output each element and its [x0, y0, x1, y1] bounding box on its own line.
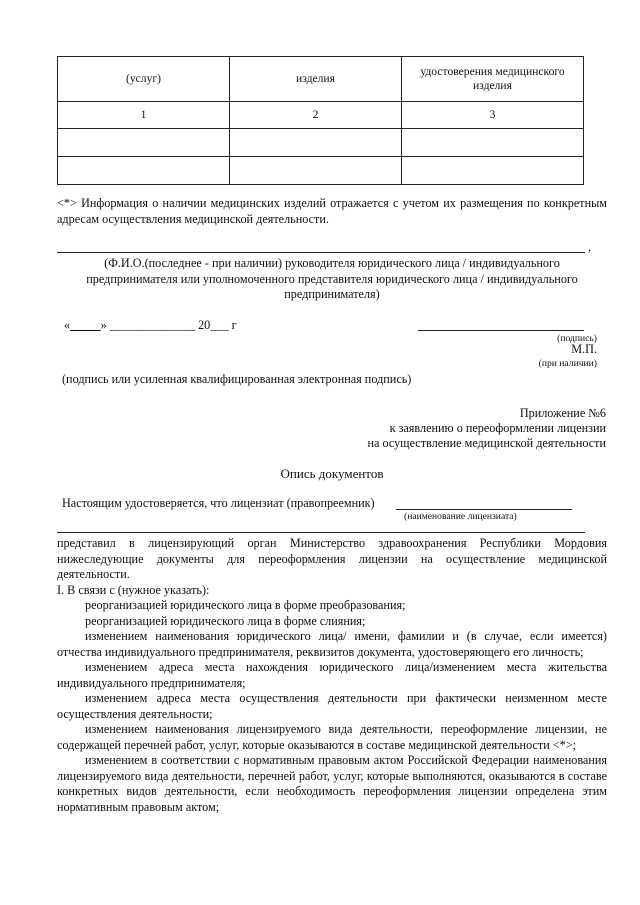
date-month-blank: ______________: [109, 318, 196, 332]
list-item: реорганизацией юридического лица в форме преобразования;: [85, 598, 406, 612]
list-item: реорганизацией юридического лица в форме слияния;: [85, 613, 366, 628]
table-empty-row: [58, 129, 584, 157]
table-cell: [230, 157, 402, 185]
date-close-quote: »: [100, 318, 107, 332]
footnote: <*> Информация о наличии медицинских изделий отражается с учетом их размещения по конкретным адресам осуществления медицинской деятельности.: [57, 196, 607, 226]
date-field: [64, 318, 237, 334]
table-number-cell: 1: [58, 102, 230, 129]
table-number-row: [58, 102, 584, 129]
list-item: изменением адреса места нахождения юридического лица/изменением места жительства индивидуального предпринимателя;: [57, 660, 607, 690]
document-title: Опись документов: [280, 466, 384, 481]
section-heading: I. В связи с (нужное указать):: [57, 582, 210, 597]
intro-paragraph: представил в лицензирующий орган Министерство здравоохранения Республики Мордовия нижеследующие документы для переоформления лицензии на осуществление медицинской деятельности.: [57, 536, 607, 581]
fio-line: [57, 252, 585, 253]
table-cell: [230, 129, 402, 157]
certify-text: Настоящим удостоверяется, что лицензиат (правопреемник): [62, 496, 375, 510]
date-year: 20: [198, 318, 211, 332]
table-header-cell: изделия: [230, 57, 402, 102]
date-year-suffix: г: [231, 318, 237, 332]
table-header-cell: удостоверения медицинского изделия: [402, 57, 584, 102]
fio-comma: ,: [588, 240, 592, 254]
list-item: изменением наименования юридического лица/ имени, фамилии и (в случае, если имеется) отчества индивидуального предпринимателя, реквизитов документа, удостоверяющего его личность;: [57, 629, 607, 659]
table-header-cell: (услуг): [58, 57, 230, 102]
list-item: изменением в соответствии с нормативным правовым актом Российской Федерации наименования лицензируемого вида деятельности, перечней работ, услуг, которые выполняются, оказываются в составе конкретных видов деятельности, если необходимость переоформления лицензии определена этим нормативным правовым актом;: [57, 753, 607, 814]
table-empty-row: [58, 157, 584, 185]
list-item: изменением адреса места осуществления деятельности при фактически неизменном месте осуществления деятельности;: [57, 691, 607, 721]
table-number-cell: 2: [230, 102, 402, 129]
list-item: изменением наименования лицензируемого вида деятельности, переоформление лицензии, не содержащей перечней работ, услуг, которые оказываются в составе медицинской деятельности <*>;: [57, 722, 607, 752]
table-cell: [402, 129, 584, 157]
fio-caption: (Ф.И.О.(последнее - при наличии) руководителя юридического лица / индивидуального предпринимателя или уполномоченного представителя юридического лица / индивидуального предпринимателя): [86, 256, 578, 301]
podpis-caption: (подпись): [557, 333, 597, 344]
licensee-name-caption: (наименование лицензиата): [404, 511, 517, 522]
table-cell: [58, 157, 230, 185]
date-open-quote: «: [64, 318, 71, 332]
appendix-line3: на осуществление медицинской деятельности: [367, 436, 606, 450]
licensee-name-line-2: [57, 532, 585, 533]
table-header-row: [58, 57, 584, 102]
appendix-number: Приложение №6: [519, 406, 606, 420]
date-day-blank: _____: [70, 318, 101, 332]
table-number-cell: 3: [402, 102, 584, 129]
pri-nalichii-caption: (при наличии): [538, 358, 597, 369]
date-year-blank: ___: [210, 318, 229, 332]
table-cell: [58, 129, 230, 157]
table-cell: [402, 157, 584, 185]
mp-label: М.П.: [571, 342, 597, 356]
body-text: [57, 536, 607, 815]
appendix-line2: к заявлению о переоформлении лицензии: [389, 421, 606, 435]
medical-devices-table: [57, 56, 584, 185]
signature-note: (подпись или усиленная квалифицированная электронная подпись): [62, 372, 412, 386]
